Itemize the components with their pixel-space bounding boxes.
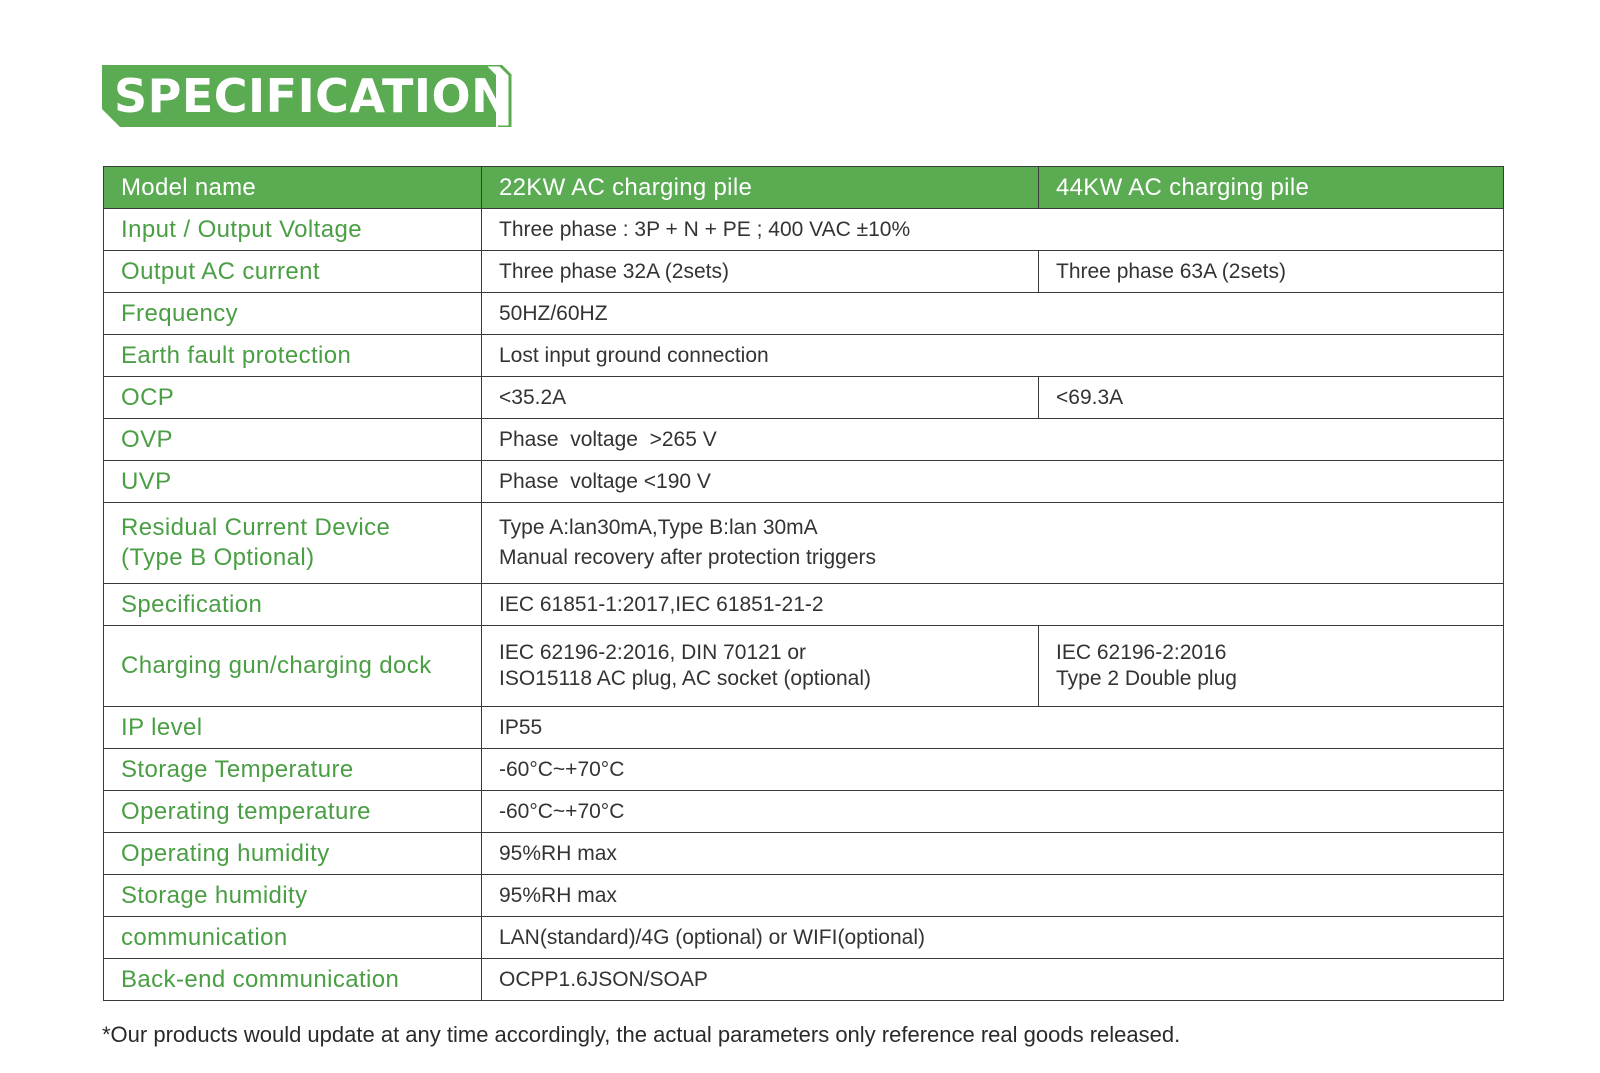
row-value-line: Type A:lan30mA,Type B:lan 30mA: [499, 516, 818, 539]
table-row: [104, 833, 1504, 875]
table-row: [104, 335, 1504, 377]
row-label: communication: [104, 917, 482, 959]
row-value: IP55: [482, 707, 1504, 749]
row-label-line: (Type B Optional): [121, 544, 315, 571]
row-value: LAN(standard)/4G (optional) or WIFI(optional): [482, 917, 1504, 959]
row-value-44kw: Three phase 63A (2sets): [1039, 251, 1504, 293]
row-label: Back-end communication: [104, 959, 482, 1001]
row-value: IEC 61851-1:2017,IEC 61851-21-2: [482, 584, 1504, 626]
row-value: Lost input ground connection: [482, 335, 1504, 377]
row-label: Operating humidity: [104, 833, 482, 875]
table-row: [104, 791, 1504, 833]
row-value-44kw: <69.3A: [1039, 377, 1504, 419]
row-label: OCP: [104, 377, 482, 419]
table-row: [104, 875, 1504, 917]
row-value: 95%RH max: [482, 875, 1504, 917]
table-header-row: [104, 167, 1504, 209]
row-label: Storage Temperature: [104, 749, 482, 791]
row-value-44kw: [1039, 626, 1504, 707]
header-44kw: 44KW AC charging pile: [1039, 167, 1504, 209]
row-label: Earth fault protection: [104, 335, 482, 377]
row-label: Specification: [104, 584, 482, 626]
row-value: Three phase : 3P + N + PE ; 400 VAC ±10%: [482, 209, 1504, 251]
row-label: UVP: [104, 461, 482, 503]
page-title: SPECIFICATION: [114, 69, 511, 123]
table-row: [104, 959, 1504, 1001]
row-value-22kw: Three phase 32A (2sets): [482, 251, 1039, 293]
row-value: 50HZ/60HZ: [482, 293, 1504, 335]
row-value: OCPP1.6JSON/SOAP: [482, 959, 1504, 1001]
row-value: [482, 503, 1504, 584]
header-22kw: 22KW AC charging pile: [482, 167, 1039, 209]
table-row: [104, 209, 1504, 251]
row-value-line: IEC 62196-2:2016: [1056, 641, 1227, 664]
table-row: [104, 749, 1504, 791]
row-value-line: IEC 62196-2:2016, DIN 70121 or: [499, 641, 807, 664]
table-row: [104, 461, 1504, 503]
row-label-line: Residual Current Device: [121, 514, 391, 541]
table-row: [104, 917, 1504, 959]
table-row: [104, 707, 1504, 749]
row-label: OVP: [104, 419, 482, 461]
title-banner: [102, 65, 512, 127]
table-row: [104, 503, 1504, 584]
table-row: [104, 293, 1504, 335]
table-row: [104, 377, 1504, 419]
table-row: [104, 626, 1504, 707]
row-value: 95%RH max: [482, 833, 1504, 875]
row-value-22kw: <35.2A: [482, 377, 1039, 419]
row-label: [104, 503, 482, 584]
row-label: Frequency: [104, 293, 482, 335]
footnote: *Our products would update at any time accordingly, the actual parameters only reference real goods released.: [102, 1022, 1181, 1047]
row-value: -60°C~+70°C: [482, 791, 1504, 833]
row-value: Phase voltage <190 V: [482, 461, 1504, 503]
row-value: -60°C~+70°C: [482, 749, 1504, 791]
row-value-line: Manual recovery after protection triggers: [499, 546, 877, 569]
header-model-name: Model name: [104, 167, 482, 209]
spec-table: [103, 166, 1504, 1001]
row-label: IP level: [104, 707, 482, 749]
row-label: Charging gun/charging dock: [104, 626, 482, 707]
table-row: [104, 584, 1504, 626]
row-value-line: Type 2 Double plug: [1056, 667, 1237, 690]
row-value: Phase voltage >265 V: [482, 419, 1504, 461]
row-value-line: ISO15118 AC plug, AC socket (optional): [499, 667, 871, 690]
row-label: Output AC current: [104, 251, 482, 293]
table-row: [104, 251, 1504, 293]
table-row: [104, 419, 1504, 461]
row-label: Storage humidity: [104, 875, 482, 917]
row-label: Input / Output Voltage: [104, 209, 482, 251]
row-label: Operating temperature: [104, 791, 482, 833]
row-value-22kw: [482, 626, 1039, 707]
